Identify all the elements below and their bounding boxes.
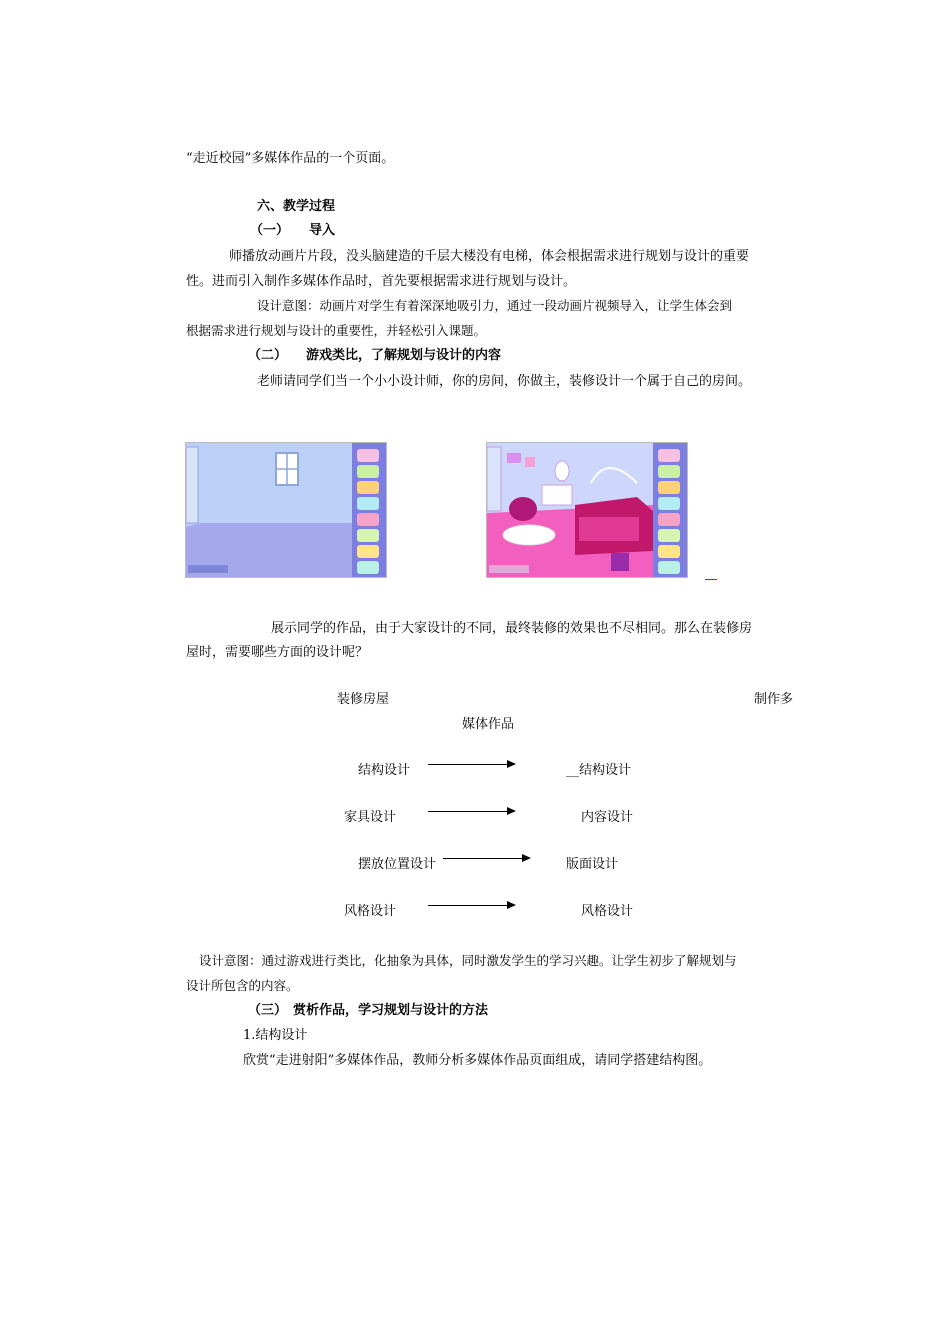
compare-arrow <box>428 764 514 765</box>
part2-title: 游戏类比，了解规划与设计的内容 <box>306 348 502 363</box>
intro-caption: “走近校园”多媒体作品的一个页面。 <box>186 151 395 166</box>
part3-subheading: 1.结构设计 <box>243 1028 308 1043</box>
part2-intent-line1: 设计意图：通过游戏进行类比，化抽象为具体，同时激发学生的学习兴趣。让学生初步了解规划与 <box>199 953 737 968</box>
part3-paragraph: 欣赏“走进射阳”多媒体作品，教师分析多媒体作品页面组成，请同学搭建结构图。 <box>243 1053 712 1068</box>
compare-left-item: 结构设计 <box>358 763 411 778</box>
compare-arrow <box>443 858 529 859</box>
empty-room-screenshot <box>185 442 387 578</box>
item-sidebar <box>653 443 687 577</box>
part1-paragraph-line1: 师播放动画片片段，没头脑建造的千层大楼没有电梯，体会根据需求进行规划与设计的重要 <box>229 249 750 264</box>
compare-right-item: 风格设计 <box>581 904 634 919</box>
hyperlink-underline[interactable] <box>705 579 717 580</box>
part2-showcase-line1: 展示同学的作品，由于大家设计的不同，最终装修的效果也不尽相同。那么在装修房 <box>271 621 753 636</box>
compare-arrow <box>428 905 514 906</box>
compare-right-header-part2: 媒体作品 <box>462 717 515 732</box>
part1-number: （一） <box>250 223 290 238</box>
compare-left-item: 风格设计 <box>344 904 397 919</box>
item-sidebar <box>352 443 386 577</box>
part1-intent-line2: 根据需求进行规划与设计的重要性，并轻松引入课题。 <box>186 323 487 338</box>
part2-showcase-line2: 屋时，需要哪些方面的设计呢？ <box>186 645 369 660</box>
part1-title: 导入 <box>309 223 336 238</box>
compare-right-header-part1: 制作多 <box>754 692 794 707</box>
compare-left-header: 装修房屋 <box>337 692 390 707</box>
compare-right-item: 内容设计 <box>581 810 634 825</box>
compare-right-item: __结构设计 <box>566 763 632 778</box>
part2-intent-line2: 设计所包含的内容。 <box>186 978 299 993</box>
part1-intent-line1: 设计意图：动画片对学生有着深深地吸引力，通过一段动画片视频导入，让学生体会到 <box>257 298 733 313</box>
compare-arrow <box>428 811 514 812</box>
part2-paragraph: 老师请同学们当一个小小设计师，你的房间，你做主，装修设计一个属于自己的房间。 <box>257 374 752 389</box>
compare-left-item: 家具设计 <box>344 810 397 825</box>
decorated-room-screenshot <box>486 442 688 578</box>
compare-left-item: 摆放位置设计 <box>358 857 437 872</box>
part1-paragraph-line2: 性。进而引入制作多媒体作品时，首先要根据需求进行规划与设计。 <box>186 274 577 289</box>
part3-number: （三） <box>248 1003 288 1018</box>
section-heading: 六、教学过程 <box>257 199 336 214</box>
compare-right-item: 版面设计 <box>566 857 619 872</box>
part2-number: （二） <box>248 348 288 363</box>
part3-title: 赏析作品，学习规划与设计的方法 <box>293 1003 489 1018</box>
